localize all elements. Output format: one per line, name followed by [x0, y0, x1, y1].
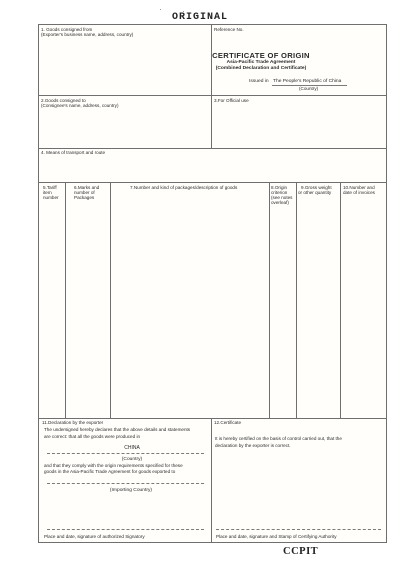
issued-country-value: The People's Republic of China	[273, 79, 342, 84]
col-divider-6-7	[110, 182, 111, 418]
box11-line4: goods in the Asia-Pacific Trade Agreement for goods exported to	[44, 469, 176, 474]
bottom-divider-line	[211, 418, 212, 543]
col9-header-line2: or other quantity	[298, 190, 332, 195]
box12-signature-line	[216, 529, 381, 530]
row-line-2	[38, 148, 387, 149]
box11-label: 11.Declaration by the exporter	[42, 420, 104, 425]
box11-country-value: CHINA	[124, 445, 140, 451]
col8-header-line1: 8.Origin	[271, 185, 288, 190]
box11-line3: and that they comply with the origin requirements specified for these	[44, 463, 183, 468]
box11-line1: The undersigned hereby declares that the above details and statements	[44, 427, 191, 432]
box11-importing-line	[47, 483, 204, 484]
ccpit-logo: CCPIT	[283, 546, 319, 557]
row-line-1	[38, 95, 387, 96]
col-divider-9-10	[340, 182, 341, 418]
box11-importing-caption: (Importing Country)	[109, 488, 153, 493]
col9-header-line1: 9.Gross weight	[301, 185, 332, 190]
certificate-title: CERTIFICATE OF ORIGIN	[212, 51, 310, 60]
col8-header-line2: criterion	[271, 190, 288, 195]
issued-country-caption: (Country)	[299, 86, 319, 91]
col8-header-line3: (see notes	[271, 195, 293, 200]
col10-header-line2: date of invoices	[343, 190, 375, 195]
box11-line2: are correct: that all the goods were produced in	[44, 434, 141, 439]
box2-label: 2.Goods consigned to	[41, 98, 86, 103]
box1-sublabel: (Exporter's business name, address, country)	[41, 32, 134, 37]
box3-label: 3.For Official use	[214, 98, 249, 103]
certificate-subtitle-2: (Combined Declaration and Certificate)	[215, 66, 307, 71]
col5-header-line1: 5.Tariff	[43, 185, 57, 190]
box1-label: 1. Goods consigned from	[41, 27, 93, 32]
col-divider-7-8	[269, 182, 270, 418]
box12-line2: declaration by the exporter is correct.	[215, 443, 291, 448]
col5-header-line2: item	[43, 190, 52, 195]
issued-in-label: Issued in	[249, 79, 269, 84]
box11-signature-caption: Place and date, signature of authorized Signatory	[44, 534, 145, 539]
row-line-3	[38, 182, 387, 183]
col5-header-line3: number	[43, 195, 59, 200]
box4-label: 4. Means of transport and route	[41, 150, 106, 155]
box11-country-caption: (Country)	[121, 457, 143, 462]
col8-header-line4: overleaf)	[271, 200, 289, 205]
box11-country-line	[47, 453, 204, 454]
certificate-subtitle: Asia-Pacific Trade Agreement	[226, 60, 296, 65]
document-title: ORIGINAL	[171, 12, 228, 23]
row-line-4	[38, 418, 387, 419]
box11-signature-line	[47, 529, 204, 530]
col-divider-8-9	[296, 182, 297, 418]
box12-signature-caption: Place and date, signature and Stamp of Certifying Authority	[216, 534, 337, 539]
col10-header-line1: 10.Number and	[343, 185, 375, 190]
box12-line1: It is hereby certified on the basis of control carried out, that the	[215, 436, 342, 441]
col6-header-line3: Packages	[74, 195, 95, 200]
box12-label: 12.Certificate	[214, 420, 242, 425]
col-divider-5-6	[65, 182, 66, 418]
col7-header: 7.Number and kind of packages/description of goods	[130, 185, 238, 190]
box2-sublabel: (Consignee's name, address, country)	[41, 103, 119, 108]
col6-header-line2: number of	[74, 190, 95, 195]
col6-header-line1: 6.Marks and	[74, 185, 100, 190]
reference-label: Reference No.	[214, 27, 244, 32]
scan-speck	[160, 9, 161, 10]
top-divider-line	[211, 24, 212, 148]
